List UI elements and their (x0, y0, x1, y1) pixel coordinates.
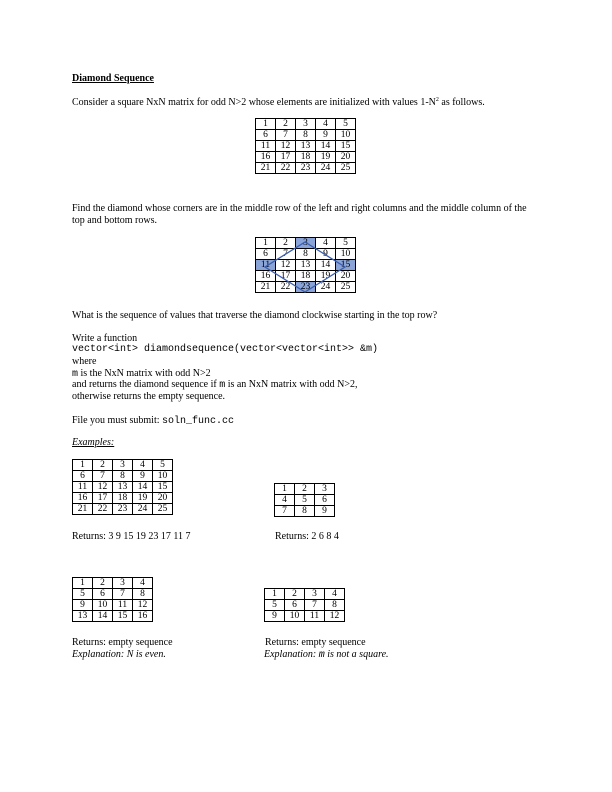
matrix-row (256, 271, 356, 282)
matrix-cell: 3 (113, 578, 133, 589)
matrix-cell: 19 (316, 271, 336, 282)
matrix-cell: 21 (73, 504, 93, 515)
intro-superscript: 2 (435, 97, 439, 103)
matrix-cell: 25 (153, 504, 173, 515)
matrix-cell: 11 (305, 611, 325, 622)
matrix-row (256, 141, 356, 152)
matrix-row (73, 482, 173, 493)
matrix-cell: 19 (316, 152, 336, 163)
matrix-cell: 2 (295, 484, 315, 495)
matrix-cell: 12 (276, 141, 296, 152)
matrix-cell: 24 (133, 504, 153, 515)
explanation-code: m (318, 650, 325, 661)
matrix-cell: 17 (93, 493, 113, 504)
matrix-cell: 8 (113, 471, 133, 482)
example-4-returns: Returns: empty sequence (265, 637, 366, 648)
matrix-cell: 14 (133, 482, 153, 493)
matrix-cell: 23 (296, 282, 316, 293)
matrix-cell: 5 (295, 495, 315, 506)
matrix-cell: 8 (295, 506, 315, 517)
matrix-cell: 2 (276, 119, 296, 130)
intro-paragraph (72, 97, 485, 108)
matrix-cell: 8 (133, 589, 153, 600)
example-1-matrix (72, 459, 173, 515)
matrix-cell: 3 (296, 119, 316, 130)
matrix-cell: 17 (276, 152, 296, 163)
matrix-row (275, 506, 335, 517)
matrix-row (73, 471, 173, 482)
write-text: Write a function (72, 333, 138, 344)
matrix-cell: 21 (256, 282, 276, 293)
matrix-cell: 4 (133, 460, 153, 471)
matrix-cell: 5 (73, 589, 93, 600)
matrix-cell: 5 (153, 460, 173, 471)
m-desc-text: is the NxN matrix with odd N>2 (78, 368, 211, 379)
matrix-cell: 10 (285, 611, 305, 622)
matrix-cell: 18 (296, 152, 316, 163)
matrix-row (275, 484, 335, 495)
matrix-cell: 1 (73, 578, 93, 589)
matrix-cell: 4 (325, 589, 345, 600)
matrix-row (265, 589, 345, 600)
matrix-cell: 20 (336, 271, 356, 282)
matrix-cell: 16 (256, 152, 276, 163)
matrix-cell: 4 (133, 578, 153, 589)
matrix-row (73, 600, 153, 611)
matrix-row (256, 260, 356, 271)
matrix-cell: 8 (296, 130, 316, 141)
example-3-explanation: Explanation: N is even. (72, 649, 166, 660)
matrix-row (73, 578, 153, 589)
matrix-cell: 18 (113, 493, 133, 504)
matrix-cell: 8 (296, 249, 316, 260)
matrix-cell: 15 (113, 611, 133, 622)
matrix-cell: 1 (256, 119, 276, 130)
function-signature: vector<int> diamondsequence(vector<vector<int>> &m) (72, 344, 379, 355)
matrix-row (256, 238, 356, 249)
matrix-cell: 3 (296, 238, 316, 249)
matrix-row (73, 504, 173, 515)
matrix-cell: 7 (305, 600, 325, 611)
matrix-cell: 16 (73, 493, 93, 504)
matrix-cell: 14 (316, 141, 336, 152)
matrix-cell: 9 (133, 471, 153, 482)
page-title: Diamond Sequence (72, 73, 154, 84)
submit-line (72, 415, 234, 427)
submit-label: File you must submit: (72, 415, 163, 426)
matrix-cell: 10 (153, 471, 173, 482)
example-4-matrix (264, 588, 345, 622)
matrix-row (73, 493, 173, 504)
matrix-cell: 11 (256, 141, 276, 152)
example-1-returns: Returns: 3 9 15 19 23 17 11 7 (72, 531, 191, 542)
matrix-cell: 13 (73, 611, 93, 622)
example-3-returns: Returns: empty sequence (72, 637, 173, 648)
matrix-cell: 22 (276, 163, 296, 174)
matrix-cell: 14 (93, 611, 113, 622)
matrix-cell: 9 (315, 506, 335, 517)
matrix-cell: 15 (336, 260, 356, 271)
question-text: What is the sequence of values that traverse the diamond clockwise starting in the top row? (72, 310, 438, 321)
matrix-cell: 22 (276, 282, 296, 293)
explanation-after: is not a square. (324, 649, 389, 660)
matrix-cell: 3 (305, 589, 325, 600)
find-text-line2: top and bottom rows. (72, 215, 157, 226)
matrix-cell: 4 (316, 119, 336, 130)
matrix-cell: 2 (93, 578, 113, 589)
matrix-row (256, 130, 356, 141)
matrix-row (73, 589, 153, 600)
matrix-cell: 21 (256, 163, 276, 174)
matrix-row (256, 282, 356, 293)
matrix-cell: 2 (285, 589, 305, 600)
matrix-cell: 8 (325, 600, 345, 611)
matrix-cell: 9 (316, 249, 336, 260)
matrix-cell: 2 (93, 460, 113, 471)
matrix-row (73, 611, 153, 622)
matrix-cell: 5 (336, 238, 356, 249)
matrix-cell: 17 (276, 271, 296, 282)
matrix-cell: 7 (275, 506, 295, 517)
matrix-cell: 12 (276, 260, 296, 271)
matrix-cell: 15 (336, 141, 356, 152)
matrix-cell: 16 (133, 611, 153, 622)
matrix-cell: 11 (73, 482, 93, 493)
matrix-cell: 16 (256, 271, 276, 282)
matrix-cell: 11 (256, 260, 276, 271)
matrix-cell: 7 (93, 471, 113, 482)
matrix-cell: 22 (93, 504, 113, 515)
matrix-cell: 9 (265, 611, 285, 622)
matrix-cell: 12 (325, 611, 345, 622)
matrix-row (256, 249, 356, 260)
matrix-cell: 5 (265, 600, 285, 611)
matrix-cell: 6 (93, 589, 113, 600)
matrix-cell: 23 (113, 504, 133, 515)
matrix-row (256, 152, 356, 163)
find-text-line1: Find the diamond whose corners are in the middle row of the left and right columns and the middle column of the (72, 203, 527, 214)
matrix-table-diamond (255, 237, 356, 293)
example-4-explanation (264, 649, 389, 661)
matrix-cell: 10 (336, 130, 356, 141)
matrix-cell: 12 (93, 482, 113, 493)
matrix-cell: 19 (133, 493, 153, 504)
matrix-cell: 6 (73, 471, 93, 482)
matrix-cell: 9 (73, 600, 93, 611)
matrix-row (265, 600, 345, 611)
matrix-cell: 13 (113, 482, 133, 493)
matrix-cell: 10 (93, 600, 113, 611)
matrix-cell: 1 (256, 238, 276, 249)
example-2-returns: Returns: 2 6 8 4 (275, 531, 339, 542)
where-text: where (72, 356, 97, 367)
otherwise-text: otherwise returns the empty sequence. (72, 391, 226, 402)
matrix-cell: 20 (336, 152, 356, 163)
returns-description (72, 379, 358, 391)
intro-text: Consider a square NxN matrix for odd N>2 whose elements are initialized with values 1-N (72, 97, 436, 108)
matrix-cell: 1 (73, 460, 93, 471)
matrix-row (265, 611, 345, 622)
example-2-matrix (274, 483, 335, 517)
matrix-cell: 10 (336, 249, 356, 260)
matrix-cell: 23 (296, 163, 316, 174)
example-3-matrix (72, 577, 153, 622)
matrix-cell: 7 (276, 130, 296, 141)
matrix-cell: 7 (113, 589, 133, 600)
matrix-row (73, 460, 173, 471)
explanation-before: Explanation: (264, 649, 319, 660)
matrix-cell: 25 (336, 163, 356, 174)
matrix-cell: 24 (316, 282, 336, 293)
matrix-cell: 1 (275, 484, 295, 495)
matrix-cell: 6 (256, 130, 276, 141)
returns-desc-code: m (219, 380, 226, 391)
matrix-cell: 6 (315, 495, 335, 506)
matrix-cell: 13 (296, 141, 316, 152)
intro-text-end: as follows. (438, 97, 485, 108)
matrix-cell: 9 (316, 130, 336, 141)
matrix-cell: 7 (276, 249, 296, 260)
matrix-row (256, 163, 356, 174)
matrix-cell: 3 (113, 460, 133, 471)
matrix-cell: 11 (113, 600, 133, 611)
returns-desc-after: is an NxN matrix with odd N>2, (225, 379, 358, 390)
matrix-cell: 2 (276, 238, 296, 249)
matrix-cell: 5 (336, 119, 356, 130)
matrix-cell: 3 (315, 484, 335, 495)
matrix-table-initial (255, 118, 356, 174)
matrix-cell: 24 (316, 163, 336, 174)
matrix-cell: 20 (153, 493, 173, 504)
matrix-cell: 4 (275, 495, 295, 506)
examples-heading: Examples: (72, 437, 115, 448)
matrix-row (275, 495, 335, 506)
matrix-cell: 6 (256, 249, 276, 260)
matrix-cell: 13 (296, 260, 316, 271)
submit-filename: soln_func.cc (162, 416, 235, 427)
matrix-cell: 18 (296, 271, 316, 282)
matrix-cell: 25 (336, 282, 356, 293)
matrix-cell: 12 (133, 600, 153, 611)
matrix-row (256, 119, 356, 130)
m-code: m (72, 369, 79, 380)
matrix-cell: 6 (285, 600, 305, 611)
matrix-cell: 1 (265, 589, 285, 600)
returns-desc-before: and returns the diamond sequence if (72, 379, 220, 390)
matrix-cell: 14 (316, 260, 336, 271)
matrix-cell: 15 (153, 482, 173, 493)
matrix-cell: 4 (316, 238, 336, 249)
